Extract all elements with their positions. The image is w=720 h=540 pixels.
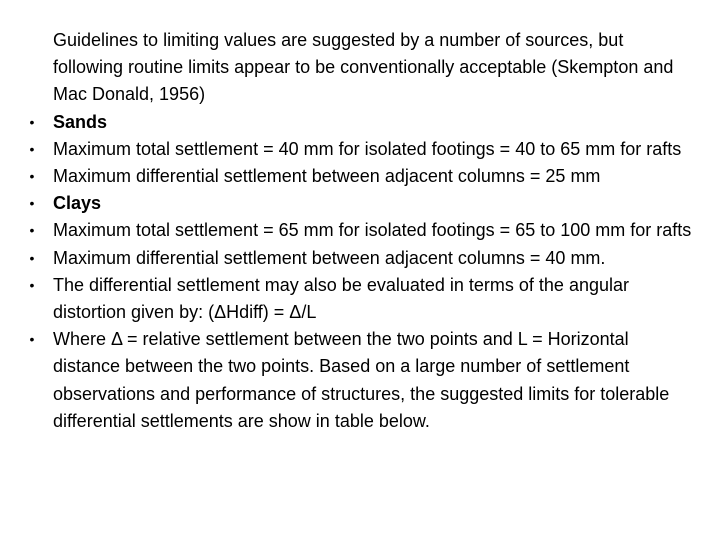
bullet-icon: • <box>29 249 35 266</box>
bullet-icon: • <box>29 276 35 293</box>
bullet-icon: • <box>29 331 35 348</box>
bullet-icon: • <box>29 222 35 239</box>
bullet-text: Maximum differential settlement between adjacent columns = 40 mm. <box>53 247 606 268</box>
bullet-icon: • <box>29 168 35 185</box>
bullet-angular-distortion <box>26 272 698 326</box>
bullet-sands-total-settlement <box>26 136 698 163</box>
bullet-clays-total-settlement <box>26 217 698 244</box>
bullet-text: Clays <box>53 193 102 214</box>
bullet-icon: • <box>29 113 35 130</box>
bullet-text: Maximum total settlement = 65 mm for isolated footings = 65 to 100 mm for rafts <box>53 220 692 241</box>
slide-body <box>26 27 698 435</box>
bullet-definitions <box>26 326 698 435</box>
bullet-text: Sands <box>53 111 108 132</box>
bullet-clays-differential-settlement <box>26 245 698 272</box>
bullet-text: Maximum differential settlement between adjacent columns = 25 mm <box>53 166 601 187</box>
bullet-text: Where Δ = relative settlement between the two points and L = Horizontal distance between the two points. Based on a large number of settlement observations and performance of structures, the suggested limits for tolerable differential settlements are show in table below. <box>53 329 670 431</box>
intro-paragraph: Guidelines to limiting values are suggested by a number of sources, but following routine limits appear to be conventionally acceptable (Skempton and Mac Donald, 1956) <box>53 30 674 105</box>
bullet-text: Maximum total settlement = 40 mm for isolated footings = 40 to 65 mm for rafts <box>53 138 682 159</box>
bullet-icon: • <box>29 140 35 157</box>
bullet-sands-differential-settlement <box>26 163 698 190</box>
bullet-list <box>26 109 698 435</box>
bullet-icon: • <box>29 195 35 212</box>
bullet-text: The differential settlement may also be evaluated in terms of the angular distortion given by: (ΔHdiff) = Δ/L <box>53 274 629 323</box>
bullet-clays-heading <box>26 190 698 217</box>
bullet-sands-heading <box>26 109 698 136</box>
